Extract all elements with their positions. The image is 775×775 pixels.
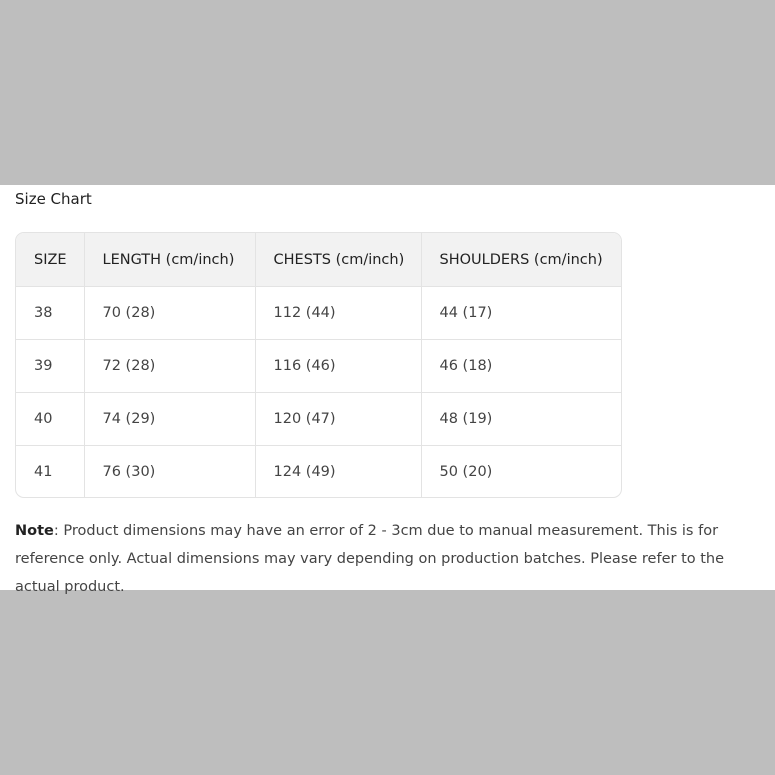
header-length: LENGTH (cm/inch) — [84, 233, 255, 287]
cell-chests: 116 (46) — [255, 340, 421, 393]
cell-chests: 124 (49) — [255, 446, 421, 499]
cell-size: 38 — [16, 287, 84, 340]
cell-shoulders: 44 (17) — [421, 287, 621, 340]
cell-length: 70 (28) — [84, 287, 255, 340]
table-row — [16, 446, 621, 499]
header-shoulders: SHOULDERS (cm/inch) — [421, 233, 621, 287]
cell-shoulders: 50 (20) — [439, 464, 493, 480]
table-row — [16, 340, 621, 393]
note-text: : Product dimensions may have an error of 2 - 3cm due to manual measurement. This is for reference only. Actual dimensions may vary depending on production batches. Please refer to the actual product. — [15, 523, 725, 595]
cell-size: 41 — [16, 446, 84, 499]
cell-shoulders: 48 (19) — [421, 393, 621, 446]
header-size: SIZE — [16, 233, 84, 287]
table-row — [16, 287, 621, 340]
header-chests: CHESTS (cm/inch) — [255, 233, 421, 287]
cell-chests: 112 (44) — [255, 287, 421, 340]
size-chart-panel — [0, 185, 775, 595]
measurement-note — [15, 517, 767, 601]
page-title: Size Chart — [15, 190, 92, 208]
cell-size: 40 — [16, 393, 84, 446]
cell-size: 39 — [16, 340, 84, 393]
table-row — [16, 393, 621, 446]
note-label: Note — [15, 523, 54, 539]
size-table-container — [15, 232, 622, 498]
cell-length: 72 (28) — [84, 340, 255, 393]
cell-length: 76 (30) — [84, 446, 255, 499]
cell-length: 74 (29) — [84, 393, 255, 446]
size-table — [16, 233, 621, 498]
cell-shoulders: 46 (18) — [421, 340, 621, 393]
table-header-row — [16, 233, 621, 287]
cell-chests: 120 (47) — [255, 393, 421, 446]
